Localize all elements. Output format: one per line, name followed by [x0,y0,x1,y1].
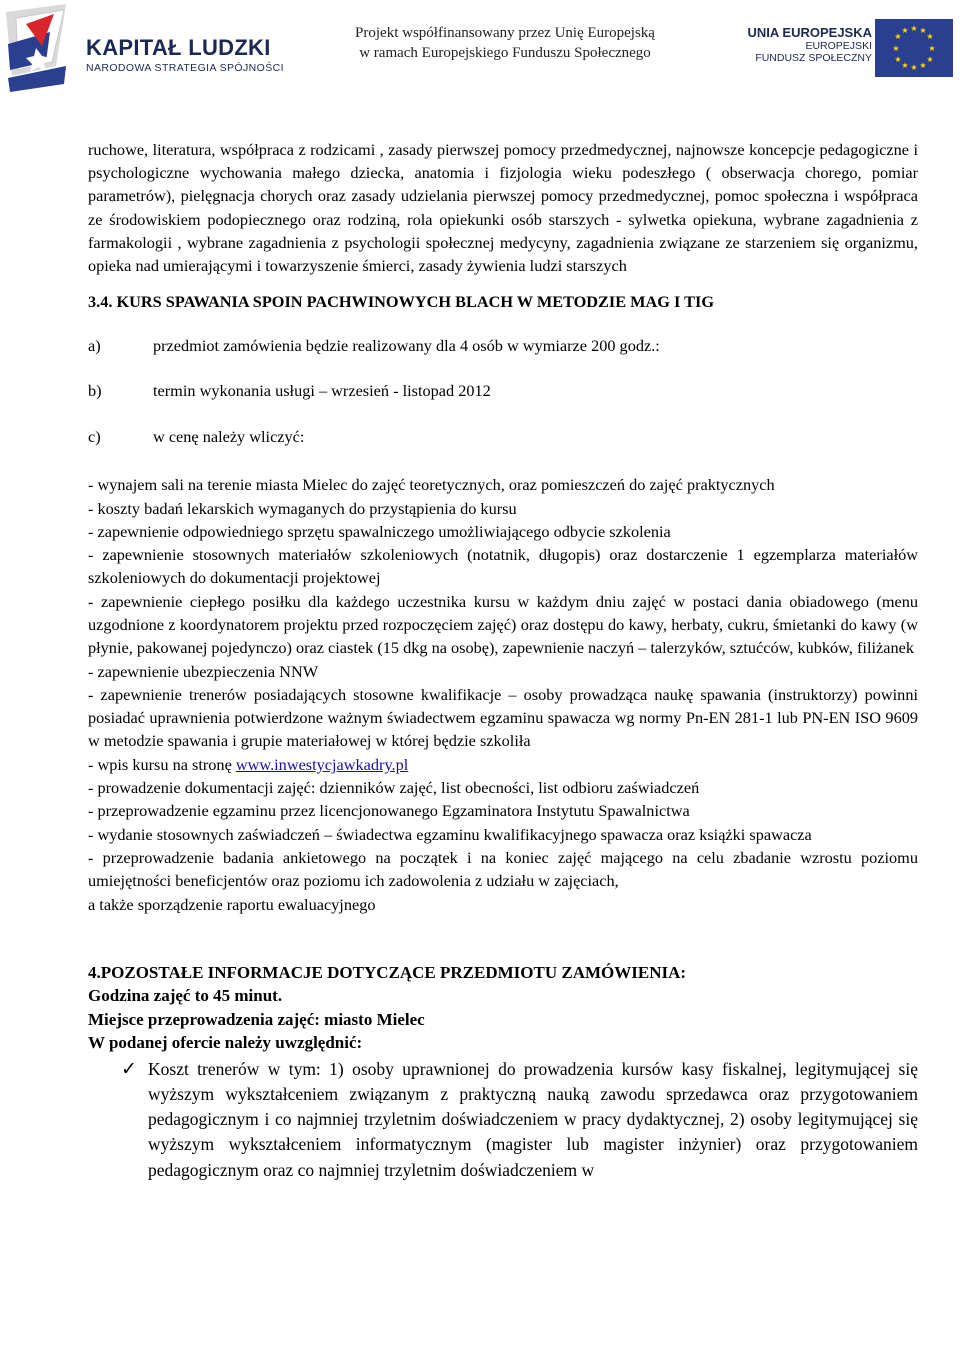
svg-text:★: ★ [919,26,927,35]
cost-item: - zapewnienie ubezpieczenia NNW [88,661,319,681]
cost-item: - wynajem sali na terenie miasta Mielec do zajęć teoretycznych, oraz pomieszczeń do zajęć praktycznych [88,475,775,495]
offer-include-label: W podanej ofercie należy uwzględnić: [88,1033,363,1053]
cost-item: - zapewnienie ciepłego posiłku dla każdego uczestnika kursu w każdym dniu zajęć w postaci dania obiadowego (menu uzgodnione z koordynatorem projektu przed rozpoczęciem zajęć) oraz dostępu do kawy, herbaty, cukru, śmietanki do kawy (w płynie, pakowanej pojedynczo) oraz ciastek (15 dkg na osobę), zapewnienie naczyń – talerzyków, sztućców, kubków, filiżanek [88,591,918,658]
cost-item: - zapewnienie stosownych materiałów szkoleniowych (notatnik, długopis) oraz dostarczenie 1 egzemplarza materiałów szkoleniowych do dokumentacji projektowej [88,545,918,588]
cost-item: - prowadzenie dokumentacji zajęć: dzienników zajęć, list obecności, list odbioru zaświadczeń [88,778,700,798]
cost-item [88,753,918,776]
item-text: termin wykonania usługi – wrzesień - listopad 2012 [153,381,491,401]
list-item [88,425,918,449]
lesson-duration: Godzina zajęć to 45 minut. [88,986,283,1006]
item-text: w cenę należy wliczyć: [153,427,305,447]
svg-text:★: ★ [926,32,934,41]
kapital-ludzki-logo [6,4,306,92]
cost-item: - zapewnienie odpowiedniego sprzętu spawalniczego umożliwiającego odbycie szkolenia [88,521,671,541]
project-funding-note [330,23,680,63]
section-3-4-heading: 3.4. KURS SPAWANIA SPOIN PACHWINOWYCH BLACH W METODZIE MAG I TIG [88,292,715,312]
cost-items-list [88,473,918,916]
page-header [0,0,960,95]
section-4-heading: 4.POZOSTAŁE INFORMACJE DOTYCZĄCE PRZEDMIOTU ZAMÓWIENIA: [88,962,687,982]
svg-text:★: ★ [894,55,902,64]
checkmark-icon: ✓ [121,1057,137,1080]
project-note-line1: Projekt współfinansowany przez Unię Europejską [355,25,655,41]
item-label: b) [88,381,102,401]
item-label: c) [88,427,101,447]
svg-text:★: ★ [910,24,918,33]
svg-text:★: ★ [894,32,902,41]
cost-item: - zapewnienie trenerów posiadających stosowne kwalifikacje – osoby prowadząca naukę spawania (instruktorzy) powinni posiadać uprawnienia potwierdzone ważnym świadectwem egzaminu spawacza wg normy Pn-EN 281-1 lub PN-EN ISO 9609 w metodzie spawania i grupie materiałowej w której będzie szkoliła [88,684,918,751]
website-link[interactable]: www.inwestycjawkadry.pl [235,754,409,774]
svg-text:★: ★ [928,44,936,53]
kapital-ludzki-emblem-icon [6,4,86,92]
lesson-location: Miejsce przeprowadzenia zajęć: miasto Mielec [88,1009,425,1029]
cost-item: - koszty badań lekarskich wymaganych do przystąpienia do kursu [88,498,517,518]
list-item [88,334,918,358]
item-label: a) [88,336,101,356]
svg-text:★: ★ [901,26,909,35]
list-item [88,379,918,403]
eu-title: UNIA EUROPEJSKA [747,25,872,40]
checklist-item [88,1057,918,1183]
eu-subtitle-2: FUNDUSZ SPOŁECZNY [755,52,872,64]
kapital-ludzki-subtitle: NARODOWA STRATEGIA SPÓJNOŚCI [86,62,284,74]
svg-text:★: ★ [926,55,934,64]
eu-subtitle-1: EUROPEJSKI [805,40,872,52]
project-note-line2: w ramach Europejskiego Funduszu Społecznego [359,45,651,61]
svg-text:★: ★ [919,61,927,70]
svg-text:★: ★ [901,61,909,70]
cost-item: - przeprowadzenie badania ankietowego na początek i na koniec zajęć mającego na celu zbadanie wzrostu poziomu umiejętności beneficjentów oraz poziomu ich zadowolenia z udziału w zajęciach, [88,847,918,891]
cost-item: a także sporządzenie raportu ewaluacyjnego [88,894,376,914]
checklist-text: Koszt trenerów w tym: 1) osoby uprawnionej do prowadzenia kursów kasy fiskalnej, legitymującej się wyższym wykształceniem związanym z praktyczną nauką zawodu sprzedawca oraz przygotowaniem pedagogicznym i co najmniej trzyletnim doświadczeniem w pracy dydaktycznej, 2) osoby legitymującej się wyższym wykształceniem informatycznym (magister lub magister inżynier) oraz przygotowaniem pedagogicznym oraz co najmniej trzyletnim doświadczeniem w [148,1058,918,1180]
eu-flag-icon [875,19,953,77]
svg-text:★: ★ [910,63,918,72]
intro-paragraph: ruchowe, literatura, współpraca z rodzicami , zasady pierwszej pomocy przedmedycznej, najnowsze koncepcje pedagogiczne i psychologiczne wychowania małego dziecka, anatomia i fizjologia wieku podeszłego ( obserwacja chorego, pomiar parametrów), pielęgnacja chorych oraz zasady udzielania pierwszej pomocy przedmedycznej, pomoc społeczna i współpraca ze środowiskiem podopiecznego oraz rodziną, rola opiekunki osób starszych - sylwetka opiekuna, wybrane zagadnienia z farmakologii , wybrane zagadnienia z psychologii społecznej medycyny, zagadnienia związane ze starzeniem się organizmu, opieka nad umierającymi i towarzyszenie śmierci, zasady żywienia ludzi starszych [88,140,918,276]
svg-text:★: ★ [892,44,900,53]
cost-item: - wydanie stosownych zaświadczeń – świadectwa egzaminu kwalifikacyjnego spawacza oraz książki spawacza [88,824,812,844]
kapital-ludzki-title: KAPITAŁ LUDZKI [86,35,271,60]
cost-item: - przeprowadzenie egzaminu przez licencjonowanego Egzaminatora Instytutu Spawalnictwa [88,801,690,821]
cost-item-prefix: - wpis kursu na stronę [88,754,236,774]
document-body [88,138,918,1183]
eu-logo [742,19,954,79]
item-text: przedmiot zamówienia będzie realizowany dla 4 osób w wymiarze 200 godz.: [153,336,660,356]
